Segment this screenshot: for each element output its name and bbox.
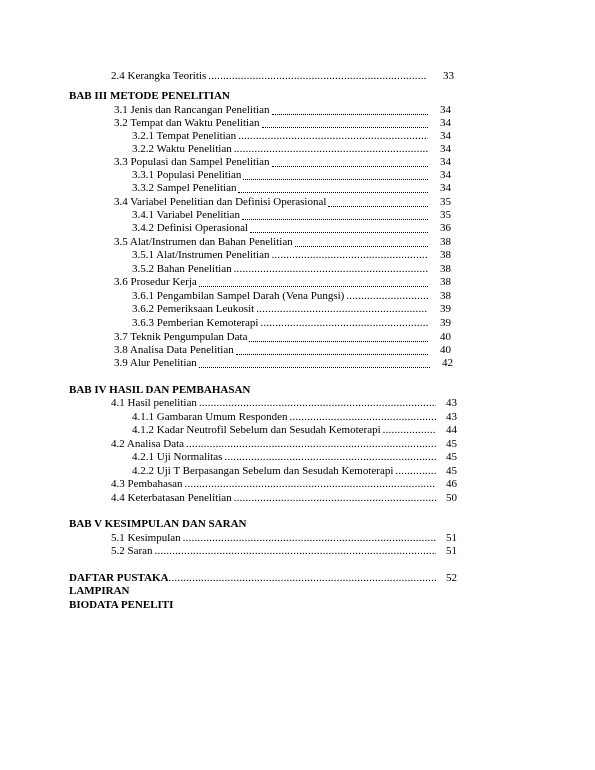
- toc-page-number: 45: [446, 451, 457, 463]
- toc-entry-3-5: [114, 236, 451, 249]
- toc-page-number: 45: [446, 438, 457, 450]
- toc-entry-4-2-1: [132, 451, 457, 464]
- toc-page-number: 35: [440, 209, 451, 221]
- toc-page-number: 34: [440, 182, 451, 194]
- dot-leader: [395, 465, 436, 478]
- dot-leader: [249, 333, 428, 342]
- toc-entry-label: 5.1 Kesimpulan: [111, 532, 181, 544]
- toc-page-number: 46: [446, 478, 457, 490]
- toc-entry-4-2-2: [132, 465, 457, 478]
- toc-entry-3-8: [114, 344, 451, 357]
- toc-page-number: 38: [440, 249, 451, 261]
- toc-page-number: 45: [446, 465, 457, 477]
- chapter-heading-bab-iv: BAB IV HASIL DAN PEMBAHASAN: [69, 384, 251, 396]
- toc-entry-label: 3.9 Alur Penelitian: [114, 357, 197, 369]
- dot-leader: [262, 119, 429, 128]
- toc-page-number: 50: [446, 492, 457, 504]
- dot-leader: [199, 278, 428, 287]
- toc-page-number: 39: [440, 303, 451, 315]
- toc-entry-label: 4.1 Hasil penelitian: [111, 397, 197, 409]
- toc-entry-3-3: [114, 156, 451, 169]
- dot-leader: [272, 158, 428, 167]
- dot-leader: [271, 249, 428, 262]
- toc-entry-label: 3.6.1 Pengambilan Sampel Darah (Vena Pungsi): [132, 290, 345, 302]
- toc-page-number: 39: [440, 317, 451, 329]
- toc-entry-daftar-pustaka: [69, 572, 457, 585]
- dot-leader: [346, 290, 428, 303]
- toc-entry-label: DAFTAR PUSTAKA: [69, 572, 169, 584]
- toc-entry-3-6-2: [132, 303, 451, 316]
- toc-entry-4-4: [111, 492, 457, 505]
- toc-entry-label: 3.3 Populasi dan Sampel Penelitian: [114, 156, 270, 168]
- toc-entry-label: 3.6.2 Pemeriksaan Leukosit: [132, 303, 255, 315]
- toc-entry-label: 3.6 Prosedur Kerja: [114, 276, 197, 288]
- toc-entry-label: 3.2.1 Tempat Penelitian: [132, 130, 237, 142]
- toc-entry-4-1: [111, 397, 457, 410]
- toc-entry-label: 3.1 Jenis dan Rancangan Penelitian: [114, 104, 270, 116]
- toc-page-number: 36: [440, 222, 451, 234]
- toc-entry-3-2-1: [132, 130, 451, 143]
- dot-leader: [155, 545, 436, 558]
- toc-page-number: 42: [442, 357, 453, 369]
- dot-leader: [169, 572, 436, 585]
- toc-entry-3-3-1: [132, 169, 451, 182]
- toc-entry-5-2: [111, 545, 457, 558]
- toc-entry-label: 3.3.2 Sampel Penelitian: [132, 182, 237, 194]
- toc-page-number: 34: [440, 104, 451, 116]
- dot-leader: [234, 492, 436, 505]
- dot-leader: [256, 303, 428, 316]
- dot-leader: [260, 317, 428, 330]
- dot-leader: [208, 70, 427, 83]
- dot-leader: [236, 346, 428, 355]
- toc-entry-label: 4.3 Pembahasan: [111, 478, 183, 490]
- toc-page-number: 40: [440, 344, 451, 356]
- toc-page-number: 38: [440, 263, 451, 275]
- dot-leader: [250, 224, 428, 233]
- toc-page-number: 35: [440, 196, 451, 208]
- toc-entry-3-4-1: [132, 209, 451, 222]
- dot-leader: [234, 263, 428, 276]
- toc-entry-4-3: [111, 478, 457, 491]
- dot-leader: [238, 130, 428, 143]
- toc-page-number: 38: [440, 236, 451, 248]
- toc-entry-2-4: [111, 70, 454, 83]
- toc-entry-3-4-2: [132, 222, 451, 235]
- toc-page-number: 33: [443, 70, 454, 82]
- toc-entry-3-6-1: [132, 290, 451, 303]
- toc-page-number: 40: [440, 331, 451, 343]
- dot-leader: [199, 397, 436, 410]
- toc-entry-label: 3.4.1 Variabel Penelitian: [132, 209, 240, 221]
- toc-entry-label: 3.5 Alat/Instrumen dan Bahan Penelitian: [114, 236, 293, 248]
- toc-entry-label: 3.7 Teknik Pengumpulan Data: [114, 331, 248, 343]
- toc-page-number: 38: [440, 290, 451, 302]
- toc-entry-label: 3.4 Variabel Penelitian dan Definisi Operasional: [114, 196, 327, 208]
- toc-entry-label: 5.2 Saran: [111, 545, 153, 557]
- toc-entry-label: 4.2.2 Uji T Berpasangan Sebelum dan Sesudah Kemoterapi: [132, 465, 394, 477]
- toc-entry-label: 3.5.1 Alat/Instrumen Penelitian: [132, 249, 270, 261]
- toc-page-number: 51: [446, 532, 457, 544]
- toc-page-number: 34: [440, 156, 451, 168]
- toc-entry-label: 4.2 Analisa Data: [111, 438, 185, 450]
- toc-page-number: 34: [440, 130, 451, 142]
- toc-entry-4-1-2: [132, 424, 457, 437]
- dot-leader: [224, 451, 436, 464]
- dot-leader: [184, 478, 436, 491]
- toc-entry-3-2-2: [132, 143, 451, 156]
- chapter-heading-bab-iii: BAB III METODE PENELITIAN: [69, 90, 230, 102]
- toc-entry-3-6-3: [132, 317, 451, 330]
- toc-entry-3-9: [114, 357, 453, 370]
- dot-leader: [328, 198, 428, 207]
- toc-entry-label: 4.1.2 Kadar Neutrofil Sebelum dan Sesudah Kemoterapi: [132, 424, 381, 436]
- toc-entry-label: 4.2.1 Uji Normalitas: [132, 451, 223, 463]
- toc-entry-3-1: [114, 104, 451, 117]
- toc-entry-label: 3.4.2 Definisi Operasional: [132, 222, 249, 234]
- chapter-heading-bab-v: BAB V KESIMPULAN DAN SARAN: [69, 518, 247, 530]
- toc-entry-3-2: [114, 117, 451, 130]
- toc-entry-label: 3.2 Tempat dan Waktu Penelitian: [114, 117, 260, 129]
- toc-entry-5-1: [111, 532, 457, 545]
- toc-entry-4-2: [111, 438, 457, 451]
- dot-leader: [383, 424, 436, 437]
- toc-page-number: 43: [446, 397, 457, 409]
- toc-entry-biodata-peneliti: BIODATA PENELITI: [69, 599, 174, 611]
- dot-leader: [272, 106, 429, 115]
- toc-entry-3-5-1: [132, 249, 451, 262]
- toc-page-number: 34: [440, 117, 451, 129]
- dot-leader: [243, 171, 428, 180]
- dot-leader: [290, 411, 437, 424]
- toc-entry-label: 3.3.1 Populasi Penelitian: [132, 169, 242, 181]
- toc-page-number: 51: [446, 545, 457, 557]
- dot-leader: [238, 184, 428, 193]
- toc-entry-3-4: [114, 196, 451, 209]
- toc-page-number: 43: [446, 411, 457, 423]
- toc-page-number: 44: [446, 424, 457, 436]
- dot-leader: [242, 211, 428, 220]
- toc-page-number: 34: [440, 143, 451, 155]
- dot-leader: [199, 359, 430, 368]
- toc-entry-label: 4.1.1 Gambaran Umum Responden: [132, 411, 288, 423]
- dot-leader: [183, 532, 436, 545]
- toc-page-number: 38: [440, 276, 451, 288]
- toc-entry-4-1-1: [132, 411, 457, 424]
- toc-entry-3-3-2: [132, 182, 451, 195]
- toc-page-number: 52: [446, 572, 457, 584]
- dot-leader: [186, 438, 436, 451]
- toc-entry-label: 2.4 Kerangka Teoritis: [111, 70, 207, 82]
- toc-entry-lampiran: LAMPIRAN: [69, 585, 130, 597]
- toc-entry-label: 3.2.2 Waktu Penelitian: [132, 143, 232, 155]
- dot-leader: [295, 238, 428, 247]
- toc-entry-label: 3.5.2 Bahan Penelitian: [132, 263, 232, 275]
- toc-entry-3-6: [114, 276, 451, 289]
- toc-entry-3-7: [114, 331, 451, 344]
- toc-entry-label: 3.8 Analisa Data Penelitian: [114, 344, 234, 356]
- toc-entry-3-5-2: [132, 263, 451, 276]
- toc-entry-label: 3.6.3 Pemberian Kemoterapi: [132, 317, 259, 329]
- toc-entry-label: 4.4 Keterbatasan Penelitian: [111, 492, 232, 504]
- dot-leader: [234, 143, 428, 156]
- toc-page-number: 34: [440, 169, 451, 181]
